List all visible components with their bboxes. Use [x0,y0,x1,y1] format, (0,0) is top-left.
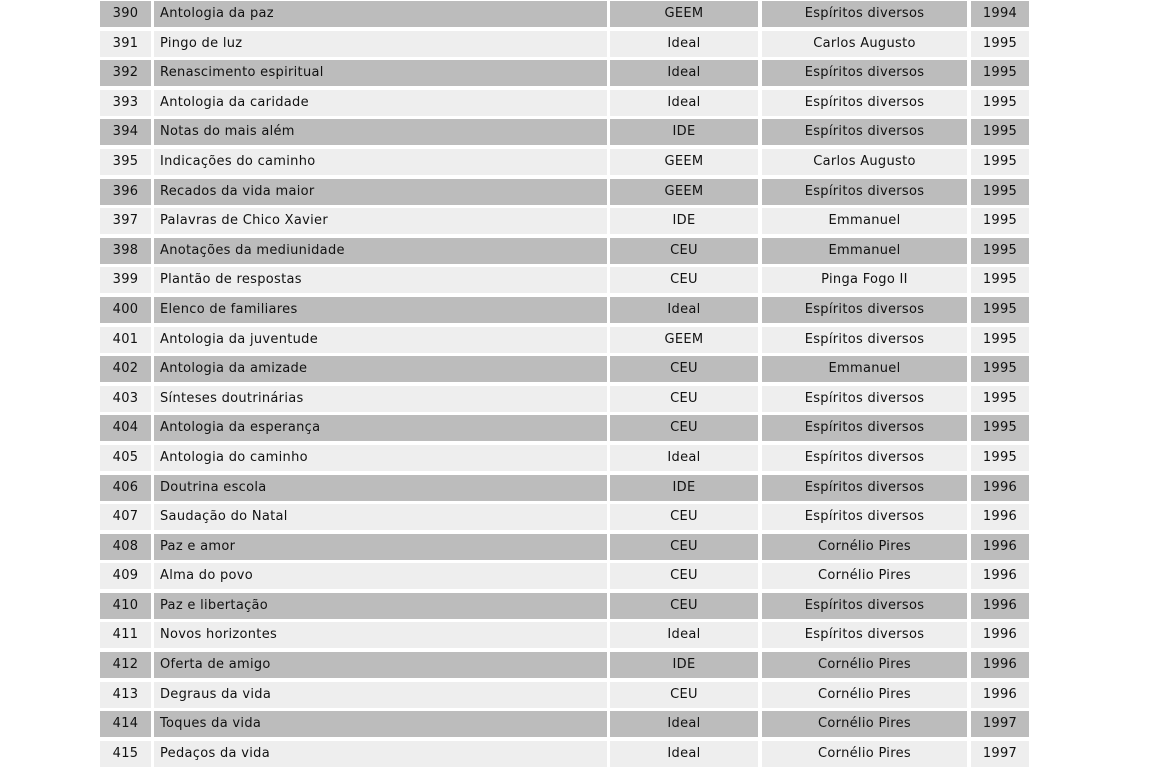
publisher-cell: CEU [610,504,758,530]
book-title-cell: Antologia do caminho [154,445,607,471]
book-title-cell: Paz e libertação [154,593,607,619]
table-row [100,237,1030,267]
book-title-cell: Paz e amor [154,534,607,560]
table-row [100,503,1030,533]
year-cell: 1996 [971,475,1029,501]
table-row [100,266,1030,296]
row-number-cell: 405 [100,445,151,471]
publisher-cell: CEU [610,593,758,619]
row-number-cell: 408 [100,534,151,560]
book-title-cell: Pedaços da vida [154,741,607,767]
publisher-cell: IDE [610,119,758,145]
publisher-cell: IDE [610,208,758,234]
row-number-cell: 407 [100,504,151,530]
row-number-cell: 409 [100,563,151,589]
author-cell: Espíritos diversos [762,386,967,412]
row-number-cell: 399 [100,267,151,293]
publisher-cell: CEU [610,356,758,382]
year-cell: 1995 [971,31,1029,57]
book-title-cell: Sínteses doutrinárias [154,386,607,412]
publisher-cell: GEEM [610,179,758,205]
year-cell: 1994 [971,1,1029,27]
book-title-cell: Anotações da mediunidade [154,238,607,264]
year-cell: 1995 [971,119,1029,145]
publisher-cell: Ideal [610,711,758,737]
year-cell: 1996 [971,622,1029,648]
year-cell: 1995 [971,415,1029,441]
row-number-cell: 404 [100,415,151,441]
publisher-cell: Ideal [610,31,758,57]
row-number-cell: 412 [100,652,151,678]
author-cell: Cornélio Pires [762,534,967,560]
author-cell: Cornélio Pires [762,711,967,737]
publisher-cell: CEU [610,563,758,589]
table-row [100,592,1030,622]
book-title-cell: Antologia da caridade [154,90,607,116]
row-number-cell: 414 [100,711,151,737]
table-row [100,710,1030,740]
author-cell: Espíritos diversos [762,119,967,145]
year-cell: 1995 [971,179,1029,205]
year-cell: 1995 [971,149,1029,175]
year-cell: 1995 [971,208,1029,234]
table-row [100,651,1030,681]
table-row [100,414,1030,444]
row-number-cell: 411 [100,622,151,648]
year-cell: 1995 [971,445,1029,471]
author-cell: Cornélio Pires [762,682,967,708]
row-number-cell: 393 [100,90,151,116]
publisher-cell: IDE [610,652,758,678]
book-title-cell: Plantão de respostas [154,267,607,293]
publisher-cell: IDE [610,475,758,501]
book-title-cell: Degraus da vida [154,682,607,708]
book-title-cell: Doutrina escola [154,475,607,501]
table-row [100,148,1030,178]
book-title-cell: Toques da vida [154,711,607,737]
book-title-cell: Antologia da paz [154,1,607,27]
author-cell: Pinga Fogo II [762,267,967,293]
table-row [100,444,1030,474]
publisher-cell: GEEM [610,327,758,353]
publisher-cell: Ideal [610,60,758,86]
author-cell: Espíritos diversos [762,504,967,530]
row-number-cell: 397 [100,208,151,234]
table-row [100,296,1030,326]
year-cell: 1995 [971,267,1029,293]
publisher-cell: CEU [610,534,758,560]
author-cell: Cornélio Pires [762,741,967,767]
row-number-cell: 415 [100,741,151,767]
year-cell: 1996 [971,593,1029,619]
year-cell: 1995 [971,327,1029,353]
author-cell: Emmanuel [762,238,967,264]
row-number-cell: 402 [100,356,151,382]
table-row [100,562,1030,592]
row-number-cell: 413 [100,682,151,708]
year-cell: 1997 [971,711,1029,737]
author-cell: Espíritos diversos [762,415,967,441]
author-cell: Emmanuel [762,356,967,382]
author-cell: Espíritos diversos [762,622,967,648]
author-cell: Espíritos diversos [762,475,967,501]
book-title-cell: Pingo de luz [154,31,607,57]
table-row [100,355,1030,385]
author-cell: Espíritos diversos [762,327,967,353]
table-row [100,533,1030,563]
book-title-cell: Notas do mais além [154,119,607,145]
book-title-cell: Saudação do Natal [154,504,607,530]
publisher-cell: CEU [610,267,758,293]
row-number-cell: 403 [100,386,151,412]
table-row [100,0,1030,30]
author-cell: Emmanuel [762,208,967,234]
table-row [100,385,1030,415]
year-cell: 1996 [971,652,1029,678]
table-row [100,326,1030,356]
author-cell: Carlos Augusto [762,149,967,175]
publisher-cell: Ideal [610,297,758,323]
table-row [100,118,1030,148]
table-row [100,89,1030,119]
year-cell: 1995 [971,356,1029,382]
book-title-cell: Renascimento espiritual [154,60,607,86]
author-cell: Espíritos diversos [762,90,967,116]
author-cell: Espíritos diversos [762,297,967,323]
author-cell: Carlos Augusto [762,31,967,57]
author-cell: Espíritos diversos [762,60,967,86]
row-number-cell: 396 [100,179,151,205]
table-row [100,681,1030,711]
book-title-cell: Novos horizontes [154,622,607,648]
book-title-cell: Antologia da amizade [154,356,607,382]
book-title-cell: Antologia da juventude [154,327,607,353]
book-title-cell: Alma do povo [154,563,607,589]
year-cell: 1996 [971,563,1029,589]
table-row [100,59,1030,89]
author-cell: Cornélio Pires [762,563,967,589]
row-number-cell: 398 [100,238,151,264]
author-cell: Espíritos diversos [762,593,967,619]
row-number-cell: 400 [100,297,151,323]
book-title-cell: Indicações do caminho [154,149,607,175]
year-cell: 1996 [971,534,1029,560]
table-row [100,474,1030,504]
row-number-cell: 410 [100,593,151,619]
year-cell: 1996 [971,504,1029,530]
publisher-cell: Ideal [610,445,758,471]
year-cell: 1995 [971,90,1029,116]
row-number-cell: 406 [100,475,151,501]
publisher-cell: GEEM [610,149,758,175]
book-title-cell: Elenco de familiares [154,297,607,323]
book-title-cell: Palavras de Chico Xavier [154,208,607,234]
publisher-cell: CEU [610,238,758,264]
books-table [100,0,1030,769]
publisher-cell: Ideal [610,622,758,648]
publisher-cell: GEEM [610,1,758,27]
publisher-cell: CEU [610,682,758,708]
book-title-cell: Antologia da esperança [154,415,607,441]
publisher-cell: CEU [610,386,758,412]
author-cell: Espíritos diversos [762,1,967,27]
publisher-cell: Ideal [610,90,758,116]
year-cell: 1997 [971,741,1029,767]
table-row [100,621,1030,651]
author-cell: Cornélio Pires [762,652,967,678]
book-title-cell: Recados da vida maior [154,179,607,205]
year-cell: 1995 [971,238,1029,264]
year-cell: 1995 [971,297,1029,323]
row-number-cell: 401 [100,327,151,353]
year-cell: 1996 [971,682,1029,708]
row-number-cell: 394 [100,119,151,145]
year-cell: 1995 [971,60,1029,86]
author-cell: Espíritos diversos [762,179,967,205]
row-number-cell: 395 [100,149,151,175]
row-number-cell: 391 [100,31,151,57]
table-row [100,30,1030,60]
book-title-cell: Oferta de amigo [154,652,607,678]
publisher-cell: CEU [610,415,758,441]
row-number-cell: 390 [100,1,151,27]
row-number-cell: 392 [100,60,151,86]
table-row [100,207,1030,237]
publisher-cell: Ideal [610,741,758,767]
table-row [100,178,1030,208]
year-cell: 1995 [971,386,1029,412]
author-cell: Espíritos diversos [762,445,967,471]
